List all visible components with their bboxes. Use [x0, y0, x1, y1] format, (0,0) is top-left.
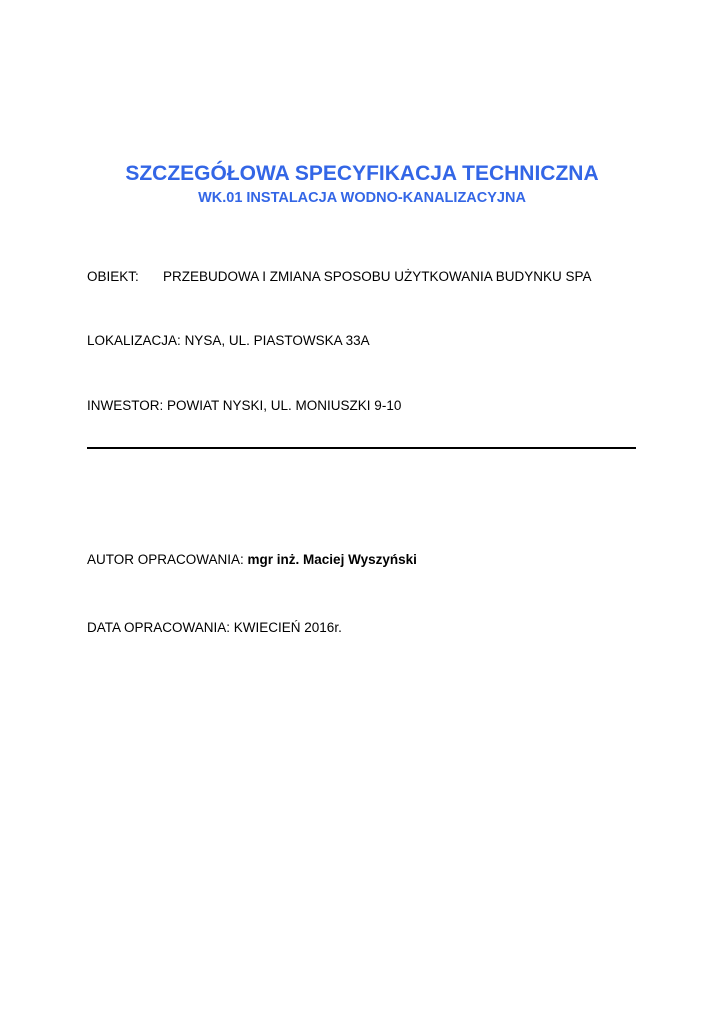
field-inwestor-label: INWESTOR: — [87, 398, 164, 413]
horizontal-divider — [87, 447, 636, 449]
field-autor-label: AUTOR OPRACOWANIA: — [87, 552, 244, 567]
field-inwestor — [87, 397, 401, 415]
field-lokalizacja-label: LOKALIZACJA: — [87, 333, 181, 348]
field-obiekt — [87, 268, 592, 286]
field-lokalizacja — [87, 332, 370, 350]
field-autor — [87, 551, 417, 569]
field-lokalizacja-value: NYSA, UL. PIASTOWSKA 33A — [184, 333, 370, 348]
field-obiekt-value: PRZEBUDOWA I ZMIANA SPOSOBU UŻYTKOWANIA BUDYNKU SPA — [163, 269, 592, 284]
field-data — [87, 619, 342, 637]
field-data-value: KWIECIEŃ 2016r. — [233, 620, 342, 635]
field-autor-value: mgr inż. Maciej Wyszyński — [247, 552, 417, 567]
field-obiekt-label: OBIEKT: — [87, 269, 139, 284]
document-subtitle: WK.01 INSTALACJA WODNO-KANALIZACYJNA — [198, 190, 526, 206]
field-data-label: DATA OPRACOWANIA: — [87, 620, 231, 635]
document-title: SZCZEGÓŁOWA SPECYFIKACJA TECHNICZNA — [125, 162, 599, 185]
field-inwestor-value: POWIAT NYSKI, UL. MONIUSZKI 9-10 — [167, 398, 402, 413]
